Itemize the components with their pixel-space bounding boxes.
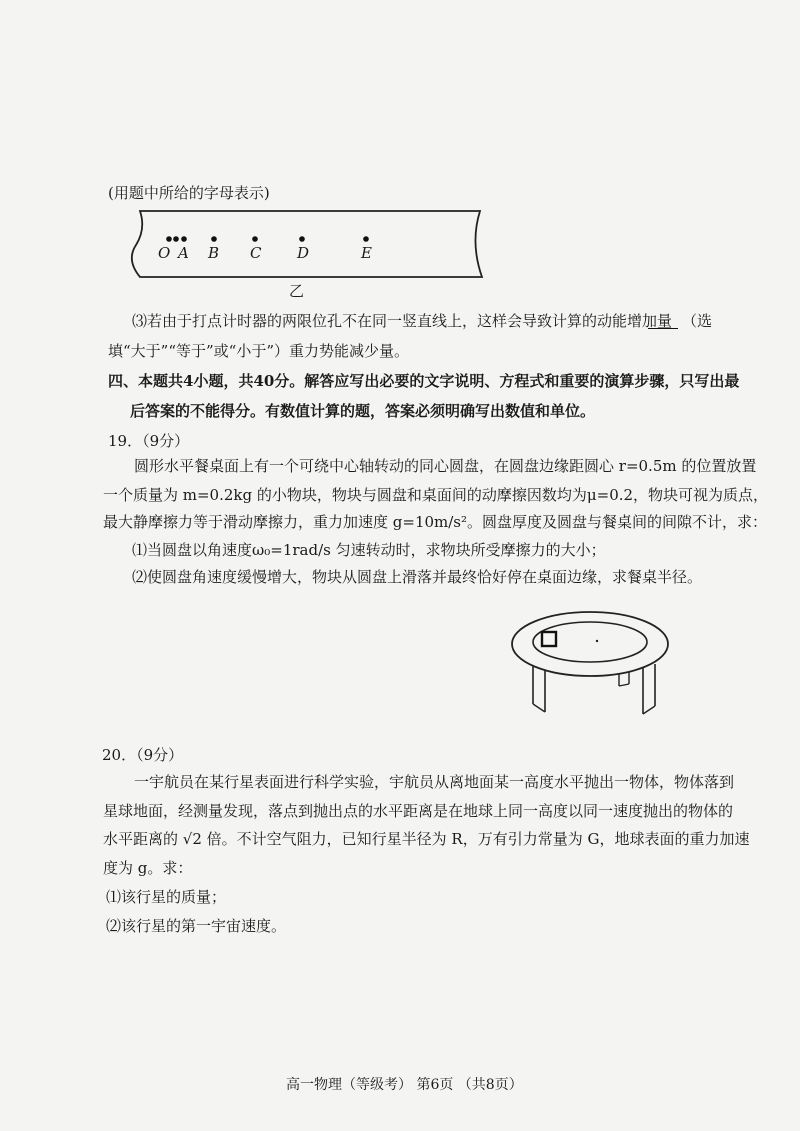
q20-sub1: ⑴该行星的质量； — [106, 888, 227, 906]
q18-sub3-line1: ⑶若由于打点计时器的两限位孔不在同一竖直线上，这样会导致计算的动能增加量 — [132, 312, 673, 330]
tape-label-o: O — [158, 244, 171, 262]
q20-body-line4: 度为 g。求： — [103, 859, 193, 877]
q19-body-line2: 一个质量为 m=0.2kg 的小物块，物块与圆盘和桌面间的动摩擦因数均为μ=0.2，物块可视为质点， — [103, 486, 769, 504]
tape-label-c: C — [250, 244, 262, 262]
q20-body-line1: 一宇航员在某行星表面进行科学实验，宇航员从离地面某一高度水平抛出一物体，物体落到 — [134, 773, 735, 791]
tape-dot-c — [252, 236, 258, 242]
tape-dot-b — [211, 236, 217, 242]
q19-body-line1: 圆形水平餐桌面上有一个可绕中心轴转动的同心圆盘，在圆盘边缘距圆心 r=0.5m 的位置放置 — [134, 457, 757, 475]
tape-dot-a — [181, 236, 187, 242]
tape-label-b: B — [208, 244, 220, 262]
q19-header: 19．（9分） — [108, 432, 190, 450]
q20-header: 20．（9分） — [102, 746, 184, 764]
section4-instructions-line1: 四、本题共4小题，共40分。解答应写出必要的文字说明、方程式和重要的演算步骤，只写出最 — [108, 372, 740, 390]
q20-sub2: ⑵该行星的第一宇宙速度。 — [106, 917, 287, 935]
q19-sub1: ⑴当圆盘以角速度ω₀=1rad/s 匀速转动时，求物块所受摩擦力的大小； — [132, 541, 606, 559]
note-letter-notation: (用题中所给的字母表示) — [108, 184, 270, 202]
tape-dot-d — [299, 236, 305, 242]
tape-dot-o — [166, 236, 172, 242]
figure-caption-yi: 乙 — [289, 282, 305, 300]
q20-body-line3: 水平距离的 √2 倍。不计空气阻力，已知行星半径为 R，万有引力常量为 G，地球表面的重力加速 — [103, 830, 750, 848]
q20-body-line2: 星球地面，经测量发现，落点到抛出点的水平距离是在地球上同一高度以同一速度抛出的物体的 — [103, 802, 734, 820]
tape-label-e: E — [361, 244, 372, 262]
tape-label-a: A — [178, 244, 189, 262]
page-footer: 高一物理（等级考） 第6页 （共8页） — [286, 1077, 523, 1093]
q19-sub2: ⑵使圆盘角速度缓慢增大，物块从圆盘上滑落并最终恰好停在桌面边缘，求餐桌半径。 — [132, 568, 703, 586]
disc-center — [596, 640, 598, 642]
tape-dot-o2 — [173, 236, 179, 242]
tape-label-d: D — [297, 244, 310, 262]
q18-sub3-line1-end: （选 — [682, 312, 713, 330]
section4-instructions-line2: 后答案的不能得分。有数值计算的题，答案必须明确写出数值和单位。 — [130, 402, 596, 420]
answer-blank — [648, 328, 678, 329]
q18-sub3-line2: 填“大于”“等于”或“小于”）重力势能减少量。 — [108, 342, 410, 360]
tape-dot-e — [363, 236, 369, 242]
q19-body-line3: 最大静摩擦力等于滑动摩擦力，重力加速度 g=10m/s²。圆盘厚度及圆盘与餐桌间的间隙不计，求： — [103, 513, 768, 531]
round-table-figure — [505, 600, 685, 720]
